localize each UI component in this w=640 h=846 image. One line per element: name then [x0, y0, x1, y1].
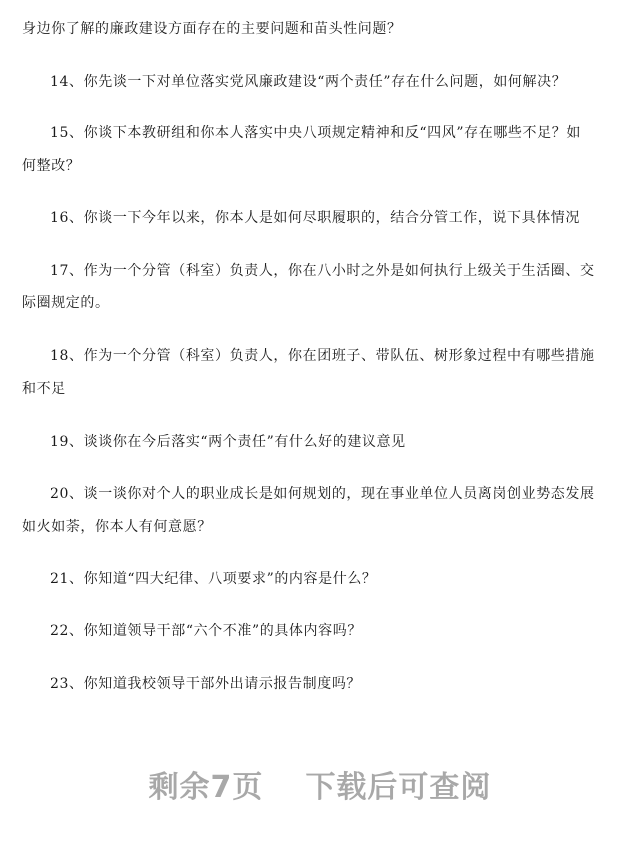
download-banner: [0, 762, 640, 806]
question-17-cont: 际圈规定的。: [22, 295, 110, 311]
question-18-cont: 和不足: [22, 381, 66, 397]
question-23: 23、你知道我校领导干部外出请示报告制度吗？: [50, 676, 362, 692]
question-16: 16、你谈一下今年以来，你本人是如何尽职履职的，结合分管工作，说下具体情况: [50, 210, 581, 226]
question-20: 20、谈一谈你对个人的职业成长是如何规划的，现在事业单位人员离岗创业势态发展: [50, 486, 595, 502]
question-17: 17、作为一个分管（科室）负责人，你在八小时之外是如何执行上级关于生活圈、交: [50, 263, 595, 279]
remaining-pages-label: 剩余7页: [148, 770, 264, 805]
question-15: 15、你谈下本教研组和你本人落实中央八项规定精神和反“四风”存在哪些不足？如: [50, 125, 581, 141]
question-15-cont: 何整改？: [22, 158, 81, 174]
question-21: 21、你知道“四大纪律、八项要求”的内容是什么？: [50, 571, 377, 587]
question-20-cont: 如火如荼，你本人有何意愿？: [22, 519, 212, 535]
text-line-continuation: 身边你了解的廉政建设方面存在的主要问题和苗头性问题？: [22, 21, 402, 37]
question-19: 19、谈谈你在今后落实“两个责任”有什么好的建议意见: [50, 434, 406, 450]
download-to-view-label: 下载后可查阅: [305, 770, 492, 805]
question-18: 18、作为一个分管（科室）负责人，你在团班子、带队伍、树形象过程中有哪些措施: [50, 348, 595, 364]
question-14: 14、你先谈一下对单位落实党风廉政建设“两个责任”存在什么问题，如何解决？: [50, 74, 567, 90]
question-22: 22、你知道领导干部“六个不准”的具体内容吗？: [50, 623, 362, 639]
